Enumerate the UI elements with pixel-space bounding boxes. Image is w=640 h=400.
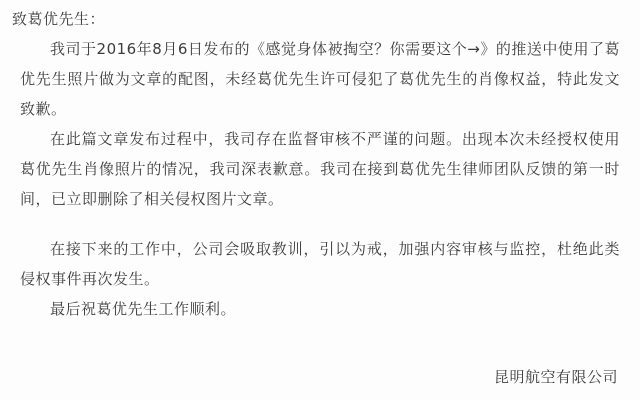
letter-paragraph-4: 最后祝葛优先生工作顺利。 bbox=[50, 300, 237, 318]
letter-paragraph-2: 在此篇文章发布过程中，我司存在监督审核不严谨的问题。出现本次未经授权使用葛优先生肖像照片的情况，我司深表歉意。我司在接到葛优先生律师团队反馈的第一时间，已立即删除了相关侵权图片文章。 bbox=[20, 130, 620, 208]
letter-signature: 昆明航空有限公司 bbox=[493, 368, 618, 386]
letter-paragraph-3: 在接下来的工作中，公司会吸取教训，引以为戒，加强内容审核与监控，杜绝此类侵权事件再次发生。 bbox=[20, 240, 620, 288]
letter-salutation: 致葛优先生： bbox=[12, 10, 106, 28]
letter-paragraph-1: 我司于2016年8月6日发布的《感觉身体被掏空？你需要这个→》的推送中使用了葛优先生照片做为文章的配图，未经葛优先生许可侵犯了葛优先生的肖像权益，特此发文致歉。 bbox=[20, 40, 620, 118]
